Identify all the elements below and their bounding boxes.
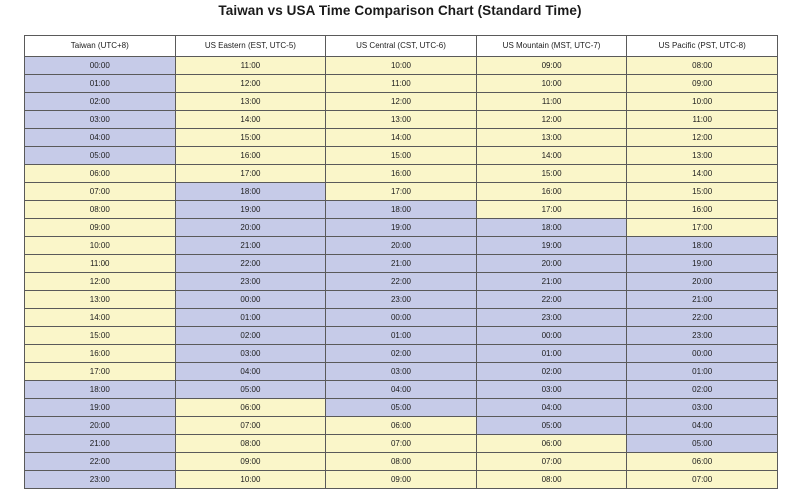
time-cell-us-pacific: 02:00 bbox=[627, 381, 778, 399]
time-cell-us-eastern: 13:00 bbox=[175, 93, 326, 111]
time-cell-us-eastern: 08:00 bbox=[175, 435, 326, 453]
time-cell-us-central: 11:00 bbox=[326, 75, 477, 93]
time-cell-us-pacific: 20:00 bbox=[627, 273, 778, 291]
time-cell-us-central: 22:00 bbox=[326, 273, 477, 291]
time-cell-us-pacific: 01:00 bbox=[627, 363, 778, 381]
time-cell-us-eastern: 04:00 bbox=[175, 363, 326, 381]
time-cell-us-mountain: 01:00 bbox=[476, 345, 627, 363]
table-row bbox=[25, 93, 778, 111]
time-cell-us-central: 12:00 bbox=[326, 93, 477, 111]
column-header-us-mountain: US Mountain (MST, UTC-7) bbox=[476, 36, 627, 57]
table-row bbox=[25, 291, 778, 309]
table-row bbox=[25, 273, 778, 291]
table-row bbox=[25, 453, 778, 471]
time-cell-us-central: 09:00 bbox=[326, 471, 477, 489]
time-cell-taiwan: 18:00 bbox=[25, 381, 176, 399]
time-cell-us-pacific: 06:00 bbox=[627, 453, 778, 471]
time-cell-us-eastern: 19:00 bbox=[175, 201, 326, 219]
table-row bbox=[25, 111, 778, 129]
time-cell-taiwan: 05:00 bbox=[25, 147, 176, 165]
time-cell-us-mountain: 20:00 bbox=[476, 255, 627, 273]
time-cell-us-central: 14:00 bbox=[326, 129, 477, 147]
time-cell-us-eastern: 01:00 bbox=[175, 309, 326, 327]
time-cell-us-pacific: 14:00 bbox=[627, 165, 778, 183]
time-cell-us-pacific: 22:00 bbox=[627, 309, 778, 327]
time-cell-us-pacific: 03:00 bbox=[627, 399, 778, 417]
time-cell-taiwan: 04:00 bbox=[25, 129, 176, 147]
time-cell-us-mountain: 22:00 bbox=[476, 291, 627, 309]
time-cell-us-mountain: 11:00 bbox=[476, 93, 627, 111]
time-comparison-table bbox=[24, 35, 778, 489]
time-cell-us-pacific: 16:00 bbox=[627, 201, 778, 219]
table-row bbox=[25, 345, 778, 363]
time-cell-us-central: 13:00 bbox=[326, 111, 477, 129]
time-cell-taiwan: 03:00 bbox=[25, 111, 176, 129]
time-cell-us-pacific: 05:00 bbox=[627, 435, 778, 453]
time-cell-taiwan: 19:00 bbox=[25, 399, 176, 417]
table-row bbox=[25, 435, 778, 453]
time-cell-us-pacific: 21:00 bbox=[627, 291, 778, 309]
time-cell-taiwan: 09:00 bbox=[25, 219, 176, 237]
time-cell-us-central: 06:00 bbox=[326, 417, 477, 435]
time-cell-us-central: 21:00 bbox=[326, 255, 477, 273]
time-cell-us-central: 07:00 bbox=[326, 435, 477, 453]
time-cell-us-central: 05:00 bbox=[326, 399, 477, 417]
time-cell-us-mountain: 13:00 bbox=[476, 129, 627, 147]
time-cell-us-mountain: 12:00 bbox=[476, 111, 627, 129]
time-cell-taiwan: 01:00 bbox=[25, 75, 176, 93]
table-header bbox=[25, 36, 778, 57]
table-row bbox=[25, 201, 778, 219]
time-cell-us-mountain: 16:00 bbox=[476, 183, 627, 201]
time-cell-us-eastern: 20:00 bbox=[175, 219, 326, 237]
time-cell-us-central: 04:00 bbox=[326, 381, 477, 399]
time-cell-us-pacific: 11:00 bbox=[627, 111, 778, 129]
time-cell-taiwan: 16:00 bbox=[25, 345, 176, 363]
table-row bbox=[25, 75, 778, 93]
time-cell-us-mountain: 02:00 bbox=[476, 363, 627, 381]
time-cell-us-mountain: 17:00 bbox=[476, 201, 627, 219]
time-cell-us-pacific: 17:00 bbox=[627, 219, 778, 237]
time-cell-us-mountain: 03:00 bbox=[476, 381, 627, 399]
time-cell-taiwan: 12:00 bbox=[25, 273, 176, 291]
table-row bbox=[25, 417, 778, 435]
time-cell-us-mountain: 19:00 bbox=[476, 237, 627, 255]
time-cell-us-central: 01:00 bbox=[326, 327, 477, 345]
time-cell-us-pacific: 19:00 bbox=[627, 255, 778, 273]
time-cell-us-central: 23:00 bbox=[326, 291, 477, 309]
table-row bbox=[25, 165, 778, 183]
time-cell-us-mountain: 06:00 bbox=[476, 435, 627, 453]
time-cell-us-eastern: 02:00 bbox=[175, 327, 326, 345]
time-cell-us-pacific: 15:00 bbox=[627, 183, 778, 201]
time-cell-us-mountain: 14:00 bbox=[476, 147, 627, 165]
time-cell-us-central: 15:00 bbox=[326, 147, 477, 165]
header-row bbox=[25, 36, 778, 57]
time-cell-us-mountain: 21:00 bbox=[476, 273, 627, 291]
table-row bbox=[25, 219, 778, 237]
time-cell-us-eastern: 09:00 bbox=[175, 453, 326, 471]
time-cell-us-central: 02:00 bbox=[326, 345, 477, 363]
time-cell-us-mountain: 18:00 bbox=[476, 219, 627, 237]
time-cell-us-central: 03:00 bbox=[326, 363, 477, 381]
time-cell-us-mountain: 07:00 bbox=[476, 453, 627, 471]
time-cell-us-eastern: 05:00 bbox=[175, 381, 326, 399]
time-cell-us-eastern: 11:00 bbox=[175, 57, 326, 75]
time-cell-us-eastern: 10:00 bbox=[175, 471, 326, 489]
time-cell-taiwan: 15:00 bbox=[25, 327, 176, 345]
time-cell-us-eastern: 23:00 bbox=[175, 273, 326, 291]
time-cell-us-central: 20:00 bbox=[326, 237, 477, 255]
time-cell-us-pacific: 07:00 bbox=[627, 471, 778, 489]
table-row bbox=[25, 327, 778, 345]
time-cell-us-eastern: 17:00 bbox=[175, 165, 326, 183]
page-title: Taiwan vs USA Time Comparison Chart (Standard Time) bbox=[218, 3, 582, 18]
time-cell-us-central: 00:00 bbox=[326, 309, 477, 327]
time-cell-us-pacific: 12:00 bbox=[627, 129, 778, 147]
time-cell-us-eastern: 06:00 bbox=[175, 399, 326, 417]
time-cell-us-pacific: 23:00 bbox=[627, 327, 778, 345]
time-cell-taiwan: 11:00 bbox=[25, 255, 176, 273]
time-cell-us-eastern: 07:00 bbox=[175, 417, 326, 435]
column-header-taiwan: Taiwan (UTC+8) bbox=[25, 36, 176, 57]
time-cell-us-eastern: 12:00 bbox=[175, 75, 326, 93]
time-cell-taiwan: 08:00 bbox=[25, 201, 176, 219]
time-cell-us-mountain: 09:00 bbox=[476, 57, 627, 75]
time-cell-us-central: 10:00 bbox=[326, 57, 477, 75]
time-cell-us-eastern: 16:00 bbox=[175, 147, 326, 165]
time-cell-us-mountain: 05:00 bbox=[476, 417, 627, 435]
table-row bbox=[25, 309, 778, 327]
time-cell-us-central: 17:00 bbox=[326, 183, 477, 201]
time-cell-us-eastern: 18:00 bbox=[175, 183, 326, 201]
time-cell-us-central: 16:00 bbox=[326, 165, 477, 183]
time-cell-us-mountain: 23:00 bbox=[476, 309, 627, 327]
time-cell-us-eastern: 22:00 bbox=[175, 255, 326, 273]
time-cell-us-eastern: 00:00 bbox=[175, 291, 326, 309]
time-cell-taiwan: 07:00 bbox=[25, 183, 176, 201]
time-cell-us-central: 18:00 bbox=[326, 201, 477, 219]
time-cell-us-eastern: 03:00 bbox=[175, 345, 326, 363]
time-cell-us-eastern: 15:00 bbox=[175, 129, 326, 147]
table-row bbox=[25, 57, 778, 75]
time-cell-taiwan: 02:00 bbox=[25, 93, 176, 111]
time-cell-us-pacific: 13:00 bbox=[627, 147, 778, 165]
time-cell-taiwan: 23:00 bbox=[25, 471, 176, 489]
time-cell-us-mountain: 04:00 bbox=[476, 399, 627, 417]
time-cell-us-eastern: 21:00 bbox=[175, 237, 326, 255]
table-row bbox=[25, 381, 778, 399]
time-cell-us-pacific: 10:00 bbox=[627, 93, 778, 111]
table-row bbox=[25, 399, 778, 417]
time-cell-taiwan: 10:00 bbox=[25, 237, 176, 255]
time-cell-us-mountain: 08:00 bbox=[476, 471, 627, 489]
column-header-us-central: US Central (CST, UTC-6) bbox=[326, 36, 477, 57]
column-header-us-eastern: US Eastern (EST, UTC-5) bbox=[175, 36, 326, 57]
time-cell-taiwan: 06:00 bbox=[25, 165, 176, 183]
time-cell-taiwan: 13:00 bbox=[25, 291, 176, 309]
time-cell-taiwan: 00:00 bbox=[25, 57, 176, 75]
time-cell-us-pacific: 00:00 bbox=[627, 345, 778, 363]
column-header-us-pacific: US Pacific (PST, UTC-8) bbox=[627, 36, 778, 57]
table-row bbox=[25, 147, 778, 165]
table-row bbox=[25, 255, 778, 273]
table-row bbox=[25, 363, 778, 381]
time-cell-us-pacific: 18:00 bbox=[627, 237, 778, 255]
time-cell-taiwan: 22:00 bbox=[25, 453, 176, 471]
table-row bbox=[25, 471, 778, 489]
time-cell-taiwan: 21:00 bbox=[25, 435, 176, 453]
time-cell-taiwan: 14:00 bbox=[25, 309, 176, 327]
time-cell-us-central: 08:00 bbox=[326, 453, 477, 471]
time-cell-us-pacific: 04:00 bbox=[627, 417, 778, 435]
time-cell-us-pacific: 09:00 bbox=[627, 75, 778, 93]
time-cell-us-central: 19:00 bbox=[326, 219, 477, 237]
time-cell-us-mountain: 10:00 bbox=[476, 75, 627, 93]
table-row bbox=[25, 237, 778, 255]
time-cell-taiwan: 17:00 bbox=[25, 363, 176, 381]
time-cell-us-mountain: 15:00 bbox=[476, 165, 627, 183]
time-cell-us-eastern: 14:00 bbox=[175, 111, 326, 129]
time-cell-us-mountain: 00:00 bbox=[476, 327, 627, 345]
time-cell-us-pacific: 08:00 bbox=[627, 57, 778, 75]
table-row bbox=[25, 183, 778, 201]
table-body bbox=[25, 57, 778, 489]
table-row bbox=[25, 129, 778, 147]
time-cell-taiwan: 20:00 bbox=[25, 417, 176, 435]
